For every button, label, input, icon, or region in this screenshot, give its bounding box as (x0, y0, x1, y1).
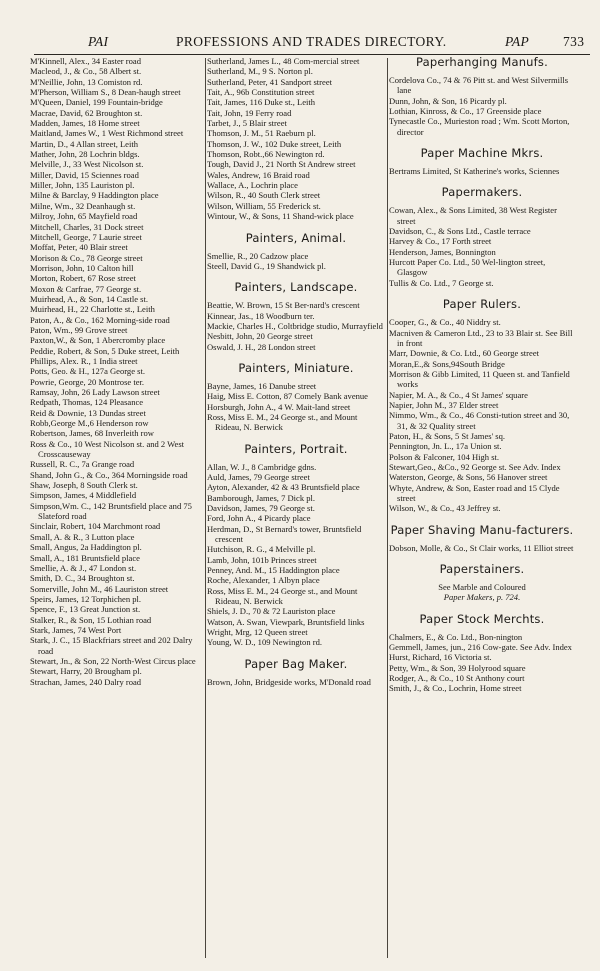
directory-entry: Tait, John, 19 Ferry road (207, 107, 292, 118)
directory-entry: Muirhead, H., 22 Charlotte st., Leith (30, 304, 155, 315)
directory-entry: Madden, James, 18 Home street (30, 118, 140, 129)
directory-entry: Miller, David, 15 Sciennes road (30, 169, 139, 180)
directory-entry: Small, Angus, 2a Haddington pl. (30, 542, 142, 553)
directory-entry: M'Queen, Daniel, 199 Fountain-bridge (30, 97, 163, 108)
directory-entry: Thomson, J. W., 102 Duke street, Leith (207, 138, 342, 149)
directory-entry: Horsburgh, John A., 4 W. Mait-land street (207, 401, 351, 412)
directory-entry: Bertrams Limited, St Katherine's works, Sciennes (389, 166, 560, 177)
page-title: PROFESSIONS AND TRADES DIRECTORY. (176, 34, 447, 49)
directory-entry: Stewart, Jn., & Son, 22 North-West Circus place (30, 655, 196, 666)
directory-entry: Beattie, W. Brown, 15 St Ber-nard's crescent (207, 300, 360, 311)
directory-entry: Petty, Wm., & Son, 39 Holyrood square (389, 662, 526, 673)
directory-entry: Morrison & Gibb Limited, 11 Queen st. and Tanfield works (389, 368, 570, 390)
page-number: 733 (563, 34, 585, 49)
directory-entry: Wilson, William, 55 Frederick st. (207, 200, 321, 211)
column-divider (387, 58, 388, 958)
guide-word-right: PAP (505, 34, 530, 49)
section-heading: Paper Shaving Manu-facturers. (390, 522, 574, 537)
directory-entry: Redpath, Thomas, 124 Pleasance (30, 397, 144, 408)
directory-entry: M'Kinnell, Alex., 34 Easter road (30, 56, 141, 66)
section-heading: Papermakers. (441, 185, 523, 200)
section-heading: Painters, Landscape. (234, 280, 358, 295)
directory-entry: Lamb, John, 101b Princes street (207, 554, 317, 565)
directory-entry: Robb,George M.,6 Henderson row (30, 418, 149, 429)
directory-entry: Martin, D., 4 Allan street, Leith (30, 138, 139, 149)
directory-entry: Wilson, R., 40 South Clerk street (207, 190, 321, 201)
directory-entry: Moxon & Carfrae, 77 George st. (30, 283, 142, 294)
directory-entry: Pennington, Jn. L., 17a Union st. (389, 441, 502, 452)
directory-entry: Brown, John, Bridgeside works, M'Donald road (207, 676, 371, 687)
directory-entry: Paton, A., & Co., 162 Morning-side road (30, 314, 170, 325)
directory-entry: Wright, Mrg, 12 Queen street (207, 627, 308, 638)
directory-entry: Milroy, John, 65 Mayfield road (30, 211, 138, 222)
cross-reference-note: See Marble and Coloured (438, 582, 526, 593)
directory-entry: Mackie, Charles H., Coltbridge studio, Murrayfield (207, 320, 383, 331)
directory-entry: Miller, John, 135 Lauriston pl. (30, 180, 135, 191)
directory-entry: Moffat, Peter, 40 Blair street (30, 242, 128, 253)
directory-entry: Davidson, James, 79 George st. (207, 503, 315, 513)
section-heading: Paper Rulers. (442, 297, 522, 312)
directory-entry: Cordelova Co., 74 & 76 Pitt st. and West Silvermills lane (389, 75, 569, 96)
directory-entry: Ford, John A., 4 Picardy place (207, 513, 311, 524)
directory-entry: Small, A. & R., 3 Lutton place (30, 531, 135, 542)
section-heading: Painters, Portrait. (244, 441, 348, 456)
directory-entry: Mitchell, George, 7 Laurie street (30, 231, 142, 242)
directory-entry: Moran,E.,& Sons,94South Bridge (389, 358, 505, 369)
directory-entry: Napier, M. A., & Co., 4 St James' square (389, 389, 528, 400)
directory-entry: Powrie, George, 20 Montrose ter. (30, 376, 145, 387)
directory-entry: Simpson, James, 4 Middlefield (30, 490, 137, 501)
directory-entry: Speirs, James, 12 Torphichen pl. (30, 593, 142, 604)
directory-entry: Davidson, C., & Sons Ltd., Castle terrace (389, 226, 531, 237)
directory-entry: Ayton, Alexander, 42 & 43 Bruntsfield place (207, 482, 360, 493)
directory-entry: Oswald, J. H., 28 London street (207, 341, 316, 352)
directory-entry: Shaw, Joseph, 8 South Clerk st. (30, 480, 138, 491)
directory-entry: M'Pherson, William S., 8 Dean-haugh street (30, 87, 181, 98)
directory-entry: Nesbitt, John, 20 George street (207, 331, 313, 342)
directory-entry: Milne & Barclay, 9 Haddington place (30, 190, 159, 201)
directory-entry: Macniven & Cameron Ltd., 23 to 33 Blair st. See Bill in front (389, 327, 573, 348)
directory-entry: Bamborough, James, 7 Dick pl. (207, 492, 316, 503)
directory-entry: Dunn, John, & Son, 16 Picardy pl. (389, 95, 507, 106)
directory-entry: Small, A., 181 Bruntsfield place (30, 552, 140, 563)
directory-entry: Paxton,W., & Son, 1 Abercromby place (30, 335, 166, 346)
directory-entry: Morison & Co., 78 George street (30, 252, 143, 263)
directory-entry: Ramsay, John, 26 Lady Lawson street (30, 387, 160, 397)
section-heading: Painters, Animal. (245, 230, 347, 245)
directory-entry: Somerville, John M., 46 Lauriston street (30, 583, 169, 594)
directory-entry: Thomson, Robt.,66 Newington rd. (207, 149, 325, 160)
directory-entry: Stalker, R., & Son, 15 Lothian road (30, 614, 152, 625)
directory-entry: Tarbet, J., 5 Blair street (207, 118, 287, 129)
directory-entry: Tait, James, 116 Duke st., Leith (207, 97, 316, 108)
header-rule (34, 54, 590, 55)
section-heading: Paper Bag Maker. (244, 656, 348, 671)
directory-entry: Spence, F., 13 Great Junction st. (30, 604, 141, 615)
section-heading: Paper Stock Merchts. (419, 611, 545, 626)
directory-entry: Potts, Geo. & H., 127a George st. (30, 366, 145, 377)
directory-entry: Wintour, W., & Sons, 11 Shand-wick place (207, 211, 354, 222)
directory-entry: Waterston, George, & Sons, 56 Hanover street (389, 472, 548, 483)
cross-reference-note: Paper Makers, p. 724. (443, 592, 521, 603)
directory-entry: Phillips, Alex. R., 1 India street (30, 355, 138, 366)
directory-entry: Paton, Wm., 99 Grove street (30, 324, 128, 335)
directory-entry: Mather, John, 28 Lochrin bldgs. (30, 149, 140, 160)
running-header (28, 30, 590, 54)
directory-entry: Herdman, D., St Bernard's tower, Bruntsfield crescent (207, 523, 362, 545)
directory-entry: Cooper, G., & Co., 40 Niddry st. (389, 317, 501, 328)
directory-entry: Paton, H., & Sons, 5 St James' sq. (389, 430, 505, 441)
directory-entry: Reid & Downie, 13 Dundas street (30, 407, 146, 418)
directory-entry: Wilson, W., & Co., 43 Jeffrey st. (389, 503, 501, 514)
directory-entry: Stewart,Geo., &Co., 92 George st. See Adv. Index (389, 461, 561, 472)
directory-entry: Tullis & Co. Ltd., 7 George st. (389, 277, 494, 288)
section-heading: Paperhanging Manufs. (416, 56, 548, 69)
directory-entry: Bayne, James, 16 Danube street (207, 380, 317, 391)
directory-entry: Mitchell, Charles, 31 Dock street (30, 221, 144, 232)
directory-entry: Marr, Downie, & Co. Ltd., 60 George street (389, 348, 539, 359)
directory-entry: Smith, D. C., 34 Broughton st. (30, 573, 135, 584)
directory-entry: Shand, John G., & Co., 364 Morningside road (30, 469, 188, 480)
directory-entry: Sutherland, Peter, 41 Sandport street (207, 76, 332, 87)
directory-entry: M'Neillie, John, 13 Comiston rd. (30, 76, 143, 87)
directory-entry: Stark, J. C., 15 Blackfriars street and 202 Dalry road (30, 635, 193, 656)
directory-entry: Wales, Andrew, 16 Braid road (207, 169, 310, 180)
directory-entry: Morton, Robert, 67 Rose street (30, 273, 136, 284)
directory-entry: Macrae, David, 62 Broughton st. (30, 107, 143, 118)
directory-entry: Sutherland, James L., 48 Com-mercial street (207, 56, 360, 66)
section-heading: Painters, Miniature. (238, 360, 354, 375)
directory-entry: Maitland, James W., 1 West Richmond street (30, 128, 184, 139)
directory-entry: Watson, A. Swan, Viewpark, Bruntsfield links (207, 616, 365, 627)
directory-entry: Muirhead, A., & Son, 14 Castle st. (30, 293, 148, 304)
directory-entry: Roche, Alexander, 1 Albyn place (207, 575, 320, 586)
directory-entry: Wallace, A., Lochrin place (207, 180, 298, 191)
directory-entry: Sutherland, M., 9 S. Norton pl. (207, 66, 313, 77)
guide-word-left: PAI (88, 34, 109, 49)
section-heading: Paper Machine Mkrs. (420, 146, 544, 161)
directory-entry: Whyte, Andrew, & Son, Easter road and 15 Clyde street (389, 482, 560, 503)
directory-entry: Auld, James, 79 George street (207, 471, 310, 482)
directory-entry: Russell, R. C., 7a Grange road (30, 459, 135, 470)
directory-entry: Rodger, A., & Co., 10 St Anthony court (389, 673, 525, 684)
column-2 (207, 56, 385, 961)
directory-entry: Harvey & Co., 17 Forth street (389, 236, 492, 247)
directory-entry: Ross, Miss E. M., 24 George st., and Mount Rideau, N. Berwick (207, 411, 358, 433)
directory-entry: Haig, Miss E. Cotton, 87 Comely Bank avenue (207, 391, 368, 402)
directory-entry: Macleod, J., & Co., 58 Albert st. (30, 66, 142, 77)
directory-entry: Stewart, Harry, 20 Brougham pl. (30, 666, 142, 677)
directory-entry: Allan, W. J., 8 Cambridge gdns. (207, 461, 317, 472)
directory-entry: Milne, Wm., 32 Deanhaugh st. (30, 200, 136, 211)
directory-entry: Hurst, Richard, 16 Victoria st. (389, 652, 492, 663)
directory-entry: Ross & Co., 10 West Nicolson st. and 2 West Crosscauseway (30, 438, 185, 460)
column-3 (389, 56, 575, 961)
directory-entry: Tait, A., 96b Constitution street (207, 87, 315, 98)
directory-entry: Smellie, R., 20 Cadzow place (207, 250, 309, 261)
directory-entry: Kinnear, Jas., 18 Woodburn ter. (207, 310, 315, 321)
directory-entry: Stark, James, 74 West Port (30, 624, 122, 635)
directory-entry: Steell, David G., 19 Shandwick pl. (207, 260, 326, 271)
directory-entry: Hutchison, R. G., 4 Melville pl. (207, 544, 316, 555)
column-divider (205, 58, 206, 958)
directory-entry: Chalmers, E., & Co. Ltd., Bon-nington (389, 631, 523, 642)
directory-entry: Tough, David J., 21 North St Andrew street (207, 159, 356, 170)
directory-entry: Napier, John M., 37 Elder street (389, 399, 499, 410)
directory-entry: Lothian, Kinross, & Co., 17 Greenside place (389, 106, 542, 117)
directory-entry: Strachan, James, 240 Dalry road (30, 676, 142, 687)
directory-entry: Smith, J., & Co., Lochrin, Home street (389, 683, 522, 694)
directory-entry: Simpson,Wm. C., 142 Bruntsfield place and 75 Slateford road (30, 500, 192, 522)
directory-entry: Sinclair, Robert, 104 Marchmont road (30, 521, 161, 532)
directory-entry: Tynecastle Co., Murieston road ; Wm. Scott Morton, director (389, 116, 570, 137)
directory-entry: Henderson, James, Bonnington (389, 246, 496, 257)
directory-entry: Penney, And. M., 15 Haddington place (207, 565, 340, 576)
directory-entry: Hurcott Paper Co. Ltd., 50 Wel-lington street, Glasgow (389, 257, 546, 278)
directory-entry: Thomson, J. M., 51 Raeburn pl. (207, 128, 316, 139)
directory-entry: Smellie, A. & J., 47 London st. (30, 562, 137, 573)
directory-entry: Shiels, J. D., 70 & 72 Lauriston place (207, 606, 336, 617)
directory-entry: Robertson, James, 68 Inverleith row (30, 428, 154, 439)
directory-entry: Nimmo, Wm., & Co., 46 Consti-tution street and 30, 31, & 32 Quality street (389, 410, 570, 431)
directory-entry: Cowan, Alex., & Sons Limited, 38 West Register street (389, 205, 557, 226)
directory-entry: Morrison, John, 10 Calton hill (30, 262, 134, 273)
directory-entry: Young, W. D., 109 Newington rd. (207, 637, 322, 648)
directory-entry: Ross, Miss E. M., 24 George st., and Mount Rideau, N. Berwick (207, 585, 358, 607)
directory-entry: Polson & Falconer, 104 High st. (389, 451, 500, 462)
directory-entry: Dobson, Molle, & Co., St Clair works, 11 Elliot street (389, 542, 574, 553)
directory-entry: Peddie, Robert, & Son, 5 Duke street, Leith (30, 345, 180, 356)
directory-entry: Melville, J., 33 West Nicolson st. (30, 159, 144, 170)
section-heading: Paperstainers. (439, 562, 525, 577)
directory-entry: Gemmell, James, jun., 216 Cow-gate. See Adv. Index (389, 642, 572, 653)
column-1 (30, 56, 204, 961)
